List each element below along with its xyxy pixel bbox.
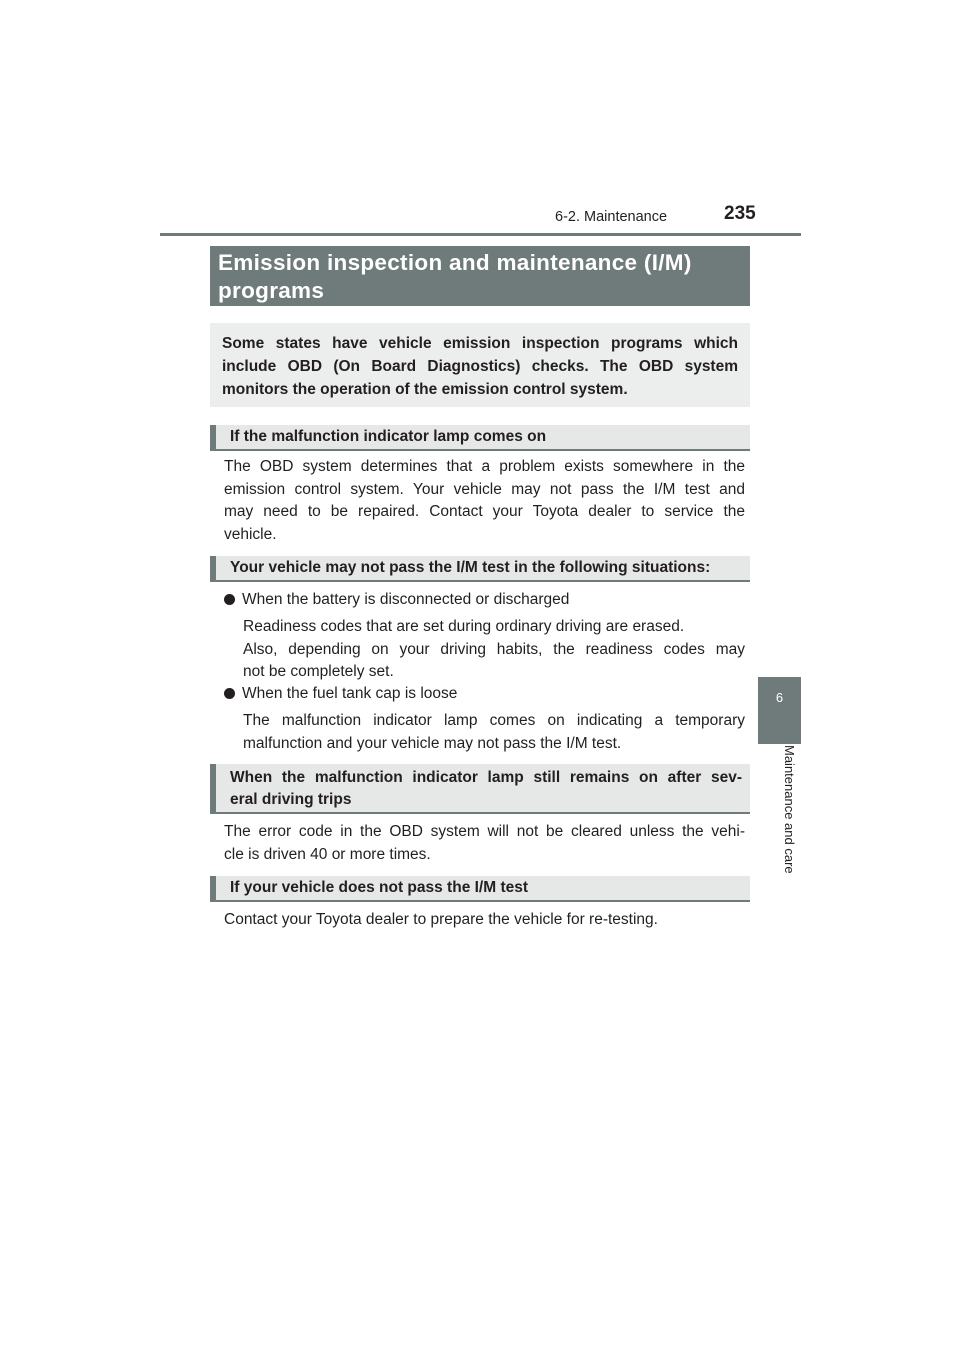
chapter-tab bbox=[758, 677, 801, 744]
bullet-item-fuel-cap bbox=[224, 683, 745, 706]
bullet-battery-text: When the battery is disconnected or discharged bbox=[242, 591, 570, 608]
subheading-remains-on bbox=[210, 764, 750, 814]
subheading-remains-on-line-1: When the malfunction indicator lamp still remains on after sev- bbox=[230, 769, 742, 786]
chapter-title: Maintenance and care bbox=[782, 745, 797, 874]
page-title-line-2: programs bbox=[218, 278, 325, 303]
remains-on-line-1: The error code in the OBD system will not be cleared unless the vehi- bbox=[224, 823, 745, 840]
battery-detail bbox=[243, 616, 745, 684]
intro-line-2: include OBD (On Board Diagnostics) checks. The OBD system bbox=[222, 358, 738, 375]
lamp-on-line-1: The OBD system determines that a problem exists somewhere in the bbox=[224, 458, 745, 475]
subheading-may-not-pass: Your vehicle may not pass the I/M test in the following situations: bbox=[210, 556, 750, 582]
remains-on-line-2: cle is driven 40 or more times. bbox=[224, 845, 431, 863]
fuel-cap-detail-line-1: The malfunction indicator lamp comes on indicating a temporary bbox=[243, 712, 745, 729]
fuel-cap-detail bbox=[243, 710, 745, 755]
bullet-item-battery bbox=[224, 589, 745, 612]
intro-box bbox=[210, 323, 750, 407]
intro-line-1: Some states have vehicle emission inspection programs which bbox=[222, 335, 738, 352]
chapter-number: 6 bbox=[775, 690, 784, 705]
header-rule bbox=[160, 233, 801, 236]
lamp-on-line-4: vehicle. bbox=[224, 525, 277, 543]
page-title-line-1: Emission inspection and maintenance (I/M) bbox=[218, 250, 692, 275]
battery-detail-line-2: Also, depending on your driving habits, the readiness codes may bbox=[243, 640, 745, 658]
subheading-not-pass: If your vehicle does not pass the I/M test bbox=[210, 876, 750, 902]
intro-line-3: monitors the operation of the emission control system. bbox=[222, 381, 628, 398]
battery-detail-line-1: Readiness codes that are set during ordinary driving are erased. bbox=[243, 618, 685, 635]
lamp-on-text bbox=[224, 456, 745, 546]
battery-detail-line-3: not be completely set. bbox=[243, 663, 394, 680]
subheading-lamp-on: If the malfunction indicator lamp comes on bbox=[210, 425, 750, 451]
page-number: 235 bbox=[724, 203, 756, 224]
subheading-remains-on-line-2: eral driving trips bbox=[230, 791, 352, 808]
page-title bbox=[210, 246, 750, 306]
bullet-icon bbox=[224, 594, 235, 605]
lamp-on-line-3: may need to be repaired. Contact your Toyota dealer to service the bbox=[224, 503, 745, 520]
bullet-fuel-cap-text: When the fuel tank cap is loose bbox=[242, 685, 458, 702]
section-label: 6-2. Maintenance bbox=[555, 209, 668, 225]
bullet-icon bbox=[224, 688, 235, 699]
not-pass-text: Contact your Toyota dealer to prepare the vehicle for re-testing. bbox=[224, 911, 658, 928]
lamp-on-line-2: emission control system. Your vehicle may not pass the I/M test and bbox=[224, 480, 745, 498]
fuel-cap-detail-line-2: malfunction and your vehicle may not pass the I/M test. bbox=[243, 734, 622, 752]
remains-on-text bbox=[224, 821, 745, 866]
